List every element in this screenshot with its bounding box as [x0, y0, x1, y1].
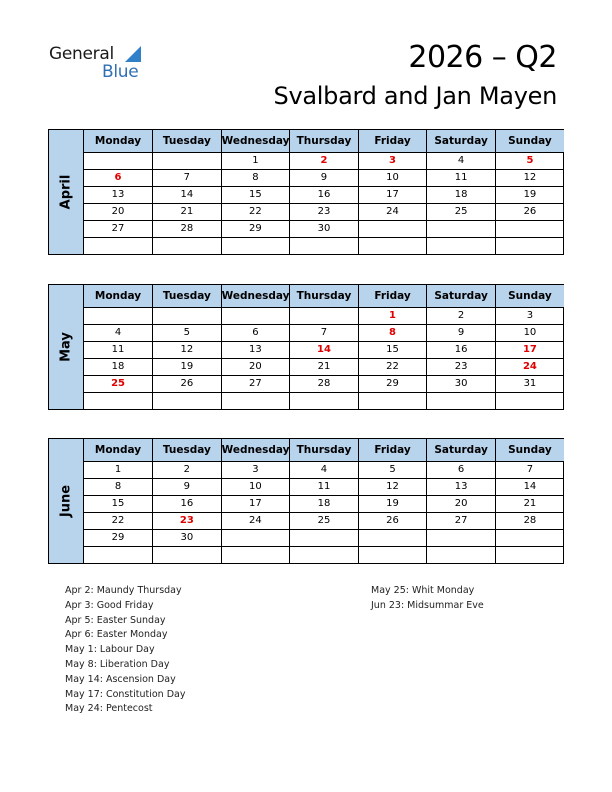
day-cell: 3 — [221, 461, 290, 478]
empty-day-cell — [221, 307, 290, 324]
general-blue-logo — [49, 44, 149, 84]
holiday-item: Apr 2: Maundy Thursday — [65, 585, 182, 596]
day-cell: 20 — [427, 495, 496, 512]
day-cell: 26 — [495, 203, 564, 220]
day-cell: 7 — [495, 461, 564, 478]
day-cell: 22 — [84, 512, 153, 529]
day-cell: 2 — [153, 461, 222, 478]
empty-day-cell — [495, 220, 564, 237]
weekday-header-row — [84, 439, 564, 461]
week-row — [84, 307, 564, 324]
day-cell: 25 — [427, 203, 496, 220]
month-name: April — [58, 174, 74, 210]
day-cell: 16 — [290, 186, 359, 203]
holiday-item: Apr 5: Easter Sunday — [65, 614, 166, 626]
month-calendar-may — [48, 284, 564, 410]
day-cell: 13 — [84, 186, 153, 203]
month-label — [49, 439, 84, 563]
weekday-header: Wednesday — [221, 439, 290, 461]
day-cell: 24 — [358, 203, 427, 220]
empty-day-cell — [221, 529, 290, 546]
day-cell: 19 — [358, 495, 427, 512]
logo-text-general: General — [49, 44, 114, 64]
day-cell: 6 — [221, 324, 290, 341]
empty-day-cell — [290, 546, 359, 563]
day-cell: 25 — [290, 512, 359, 529]
week-row — [84, 203, 564, 220]
day-cell: 1 — [358, 307, 427, 324]
weekday-header: Sunday — [495, 130, 564, 152]
day-cell: 23 — [153, 512, 222, 529]
day-cell: 20 — [221, 358, 290, 375]
day-cell: 15 — [358, 341, 427, 358]
day-cell: 13 — [427, 478, 496, 495]
day-cell: 11 — [427, 169, 496, 186]
week-row — [84, 220, 564, 237]
day-cell: 2 — [290, 152, 359, 169]
day-cell: 8 — [358, 324, 427, 341]
day-cell: 11 — [290, 478, 359, 495]
day-cell: 6 — [84, 169, 153, 186]
empty-day-cell — [358, 392, 427, 409]
week-row — [84, 152, 564, 169]
day-cell: 19 — [153, 358, 222, 375]
week-row — [84, 169, 564, 186]
holiday-item: May 24: Pentecost — [65, 703, 153, 715]
weekday-header: Saturday — [427, 439, 496, 461]
week-row — [84, 324, 564, 341]
day-cell: 12 — [153, 341, 222, 358]
weekday-header-row — [84, 285, 564, 307]
weekday-header: Saturday — [427, 285, 496, 307]
day-cell: 8 — [221, 169, 290, 186]
empty-day-cell — [290, 529, 359, 546]
day-cell: 21 — [153, 203, 222, 220]
page-title: 2026 – Q2 — [408, 40, 557, 75]
day-cell: 1 — [84, 461, 153, 478]
holiday-item: Apr 3: Good Friday — [65, 599, 154, 611]
weekday-header-row — [84, 130, 564, 152]
day-cell: 8 — [84, 478, 153, 495]
weekday-header: Monday — [84, 130, 153, 152]
holiday-item: Apr 6: Easter Monday — [65, 629, 168, 641]
logo-triangle-icon — [125, 46, 141, 62]
day-cell: 12 — [495, 169, 564, 186]
weekday-header: Tuesday — [153, 439, 222, 461]
day-cell: 4 — [84, 324, 153, 341]
empty-day-cell — [153, 546, 222, 563]
week-row — [84, 392, 564, 409]
day-cell: 7 — [290, 324, 359, 341]
day-cell: 3 — [495, 307, 564, 324]
day-cell: 16 — [427, 341, 496, 358]
empty-day-cell — [153, 392, 222, 409]
empty-day-cell — [290, 307, 359, 324]
empty-day-cell — [221, 237, 290, 254]
day-cell: 27 — [84, 220, 153, 237]
day-cell: 24 — [221, 512, 290, 529]
day-cell: 29 — [221, 220, 290, 237]
month-label — [49, 130, 84, 254]
day-cell: 1 — [221, 152, 290, 169]
empty-day-cell — [427, 529, 496, 546]
holiday-item: Jun 23: Midsummar Eve — [371, 599, 484, 611]
day-cell: 16 — [153, 495, 222, 512]
weekday-header: Wednesday — [221, 285, 290, 307]
weekday-header: Tuesday — [153, 285, 222, 307]
day-cell: 5 — [153, 324, 222, 341]
day-cell: 26 — [358, 512, 427, 529]
day-cell: 3 — [358, 152, 427, 169]
empty-day-cell — [495, 392, 564, 409]
day-cell: 11 — [84, 341, 153, 358]
week-row — [84, 478, 564, 495]
day-cell: 25 — [84, 375, 153, 392]
empty-day-cell — [153, 152, 222, 169]
weekday-header: Thursday — [290, 285, 359, 307]
holiday-item: May 1: Labour Day — [65, 644, 155, 656]
week-row — [84, 341, 564, 358]
weekday-header: Monday — [84, 439, 153, 461]
day-cell: 30 — [427, 375, 496, 392]
day-cell: 14 — [495, 478, 564, 495]
day-cell: 18 — [84, 358, 153, 375]
empty-day-cell — [495, 546, 564, 563]
week-row — [84, 375, 564, 392]
weekday-header: Friday — [358, 285, 427, 307]
day-cell: 9 — [290, 169, 359, 186]
empty-day-cell — [358, 529, 427, 546]
empty-day-cell — [221, 392, 290, 409]
holiday-item: May 17: Constitution Day — [65, 688, 186, 700]
day-cell: 28 — [290, 375, 359, 392]
holiday-item: May 14: Ascension Day — [65, 673, 176, 685]
empty-day-cell — [427, 220, 496, 237]
day-cell: 29 — [358, 375, 427, 392]
weekday-header: Wednesday — [221, 130, 290, 152]
day-cell: 10 — [495, 324, 564, 341]
empty-day-cell — [290, 237, 359, 254]
calendar-grid — [84, 130, 564, 254]
day-cell: 31 — [495, 375, 564, 392]
weekday-header: Sunday — [495, 285, 564, 307]
day-cell: 10 — [221, 478, 290, 495]
day-cell: 23 — [427, 358, 496, 375]
empty-day-cell — [358, 546, 427, 563]
week-row — [84, 529, 564, 546]
empty-day-cell — [221, 546, 290, 563]
day-cell: 17 — [495, 341, 564, 358]
day-cell: 29 — [84, 529, 153, 546]
day-cell: 30 — [290, 220, 359, 237]
empty-day-cell — [84, 152, 153, 169]
day-cell: 14 — [290, 341, 359, 358]
day-cell: 6 — [427, 461, 496, 478]
week-row — [84, 186, 564, 203]
empty-day-cell — [427, 546, 496, 563]
day-cell: 9 — [427, 324, 496, 341]
day-cell: 9 — [153, 478, 222, 495]
day-cell: 17 — [358, 186, 427, 203]
empty-day-cell — [84, 237, 153, 254]
calendar-grid — [84, 439, 564, 563]
day-cell: 23 — [290, 203, 359, 220]
weekday-header: Thursday — [290, 130, 359, 152]
empty-day-cell — [495, 529, 564, 546]
week-row — [84, 512, 564, 529]
week-row — [84, 461, 564, 478]
day-cell: 21 — [495, 495, 564, 512]
weekday-header: Friday — [358, 130, 427, 152]
empty-day-cell — [153, 237, 222, 254]
week-row — [84, 546, 564, 563]
day-cell: 5 — [495, 152, 564, 169]
day-cell: 10 — [358, 169, 427, 186]
month-name: June — [58, 484, 74, 518]
week-row — [84, 495, 564, 512]
weekday-header: Saturday — [427, 130, 496, 152]
day-cell: 12 — [358, 478, 427, 495]
empty-day-cell — [427, 237, 496, 254]
day-cell: 17 — [221, 495, 290, 512]
weekday-header: Friday — [358, 439, 427, 461]
holiday-list-right — [371, 584, 484, 614]
day-cell: 22 — [221, 203, 290, 220]
day-cell: 26 — [153, 375, 222, 392]
day-cell: 22 — [358, 358, 427, 375]
day-cell: 27 — [427, 512, 496, 529]
day-cell: 14 — [153, 186, 222, 203]
empty-day-cell — [290, 392, 359, 409]
empty-day-cell — [495, 237, 564, 254]
day-cell: 13 — [221, 341, 290, 358]
empty-day-cell — [84, 392, 153, 409]
day-cell: 27 — [221, 375, 290, 392]
week-row — [84, 237, 564, 254]
empty-day-cell — [84, 307, 153, 324]
day-cell: 24 — [495, 358, 564, 375]
day-cell: 28 — [495, 512, 564, 529]
month-calendar-june — [48, 438, 564, 564]
logo-text-blue: Blue — [102, 62, 139, 82]
day-cell: 20 — [84, 203, 153, 220]
day-cell: 18 — [427, 186, 496, 203]
day-cell: 30 — [153, 529, 222, 546]
day-cell: 2 — [427, 307, 496, 324]
page-subtitle: Svalbard and Jan Mayen — [273, 82, 557, 110]
day-cell: 4 — [427, 152, 496, 169]
day-cell: 5 — [358, 461, 427, 478]
empty-day-cell — [427, 392, 496, 409]
holiday-list-left — [65, 584, 185, 717]
holiday-item: May 25: Whit Monday — [371, 585, 475, 596]
day-cell: 4 — [290, 461, 359, 478]
empty-day-cell — [358, 237, 427, 254]
empty-day-cell — [358, 220, 427, 237]
month-label — [49, 285, 84, 409]
calendar-grid — [84, 285, 564, 409]
weekday-header: Monday — [84, 285, 153, 307]
weekday-header: Tuesday — [153, 130, 222, 152]
empty-day-cell — [153, 307, 222, 324]
weekday-header: Sunday — [495, 439, 564, 461]
holiday-item: May 8: Liberation Day — [65, 658, 170, 670]
day-cell: 28 — [153, 220, 222, 237]
weekday-header: Thursday — [290, 439, 359, 461]
day-cell: 19 — [495, 186, 564, 203]
month-name: May — [58, 332, 74, 362]
month-calendar-april — [48, 129, 564, 255]
empty-day-cell — [84, 546, 153, 563]
day-cell: 18 — [290, 495, 359, 512]
day-cell: 7 — [153, 169, 222, 186]
day-cell: 15 — [221, 186, 290, 203]
day-cell: 21 — [290, 358, 359, 375]
day-cell: 15 — [84, 495, 153, 512]
week-row — [84, 358, 564, 375]
